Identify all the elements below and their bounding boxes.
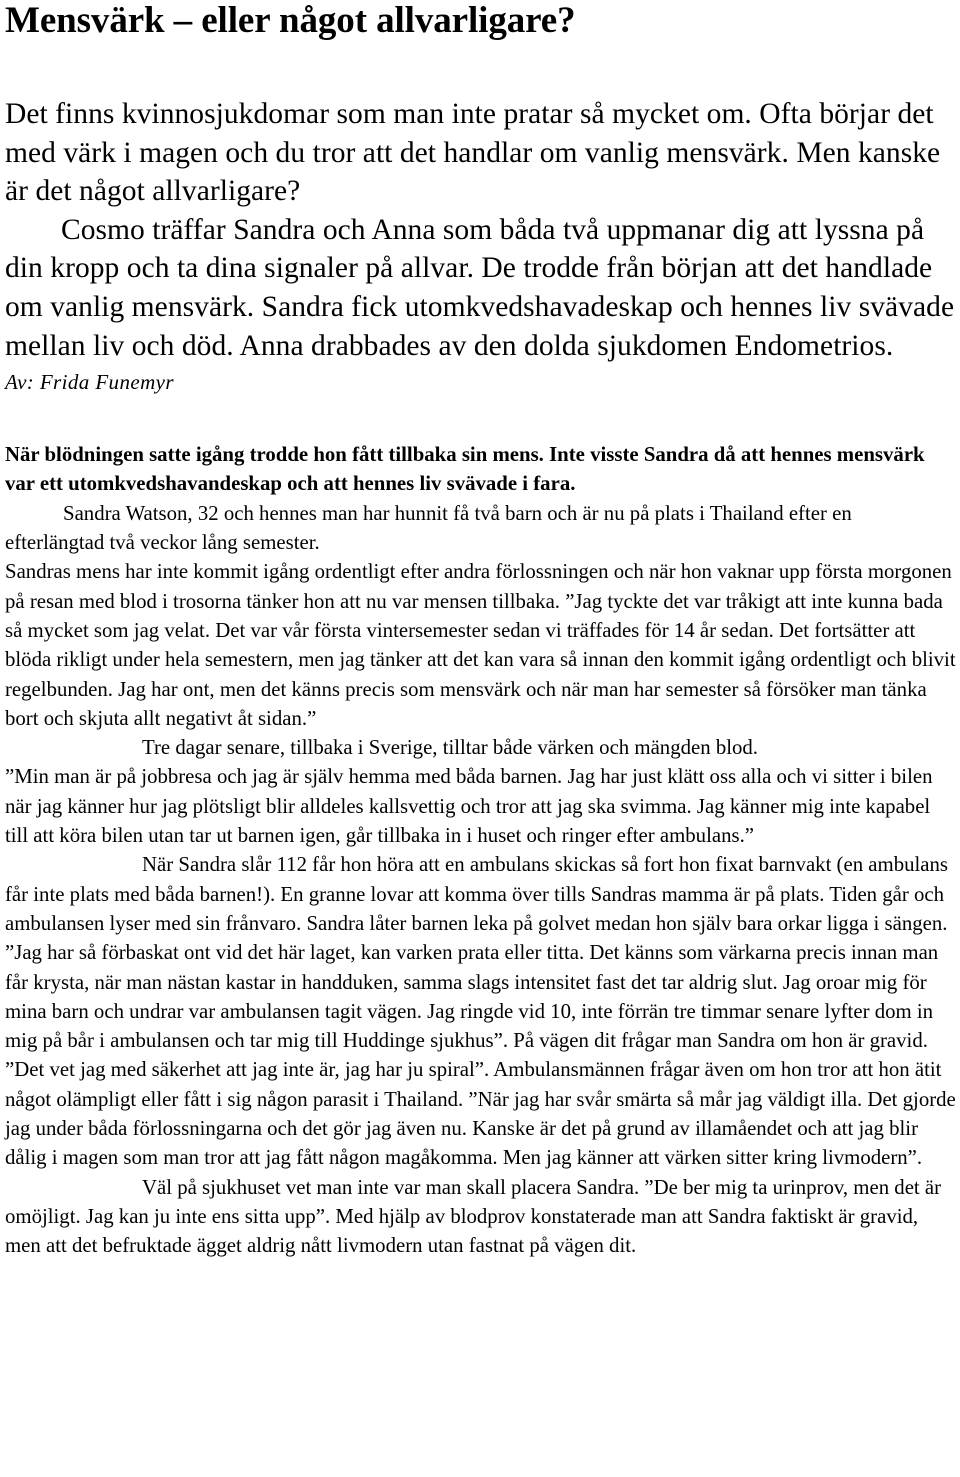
body-paragraph: Sandras mens har inte kommit igång ordentligt efter andra förlossningen och när hon vaknar upp första morgonen på resan med blod i trosorna tänker hon att nu var mensen tillbaka. ”Jag tyckte det var tråkigt att inte kunna bada så mycket som jag velat. Det var vår första vintersemester sedan vi träffades för 14 år sedan. Det fortsätter att blöda rikligt under hela semestern, men jag tänker att det kan vara så innan den kommit igång ordentligt och blivit regelbunden. Jag har ont, men det känns precis som mensvärk och när man har semester så försöker man tänka bort och skjuta allt negativt åt sidan.”	[5, 560, 956, 730]
body-paragraph: Tre dagar senare, tillbaka i Sverige, tilltar både värken och mängden blod.	[142, 736, 759, 760]
article-byline: Av: Frida Funemyr	[5, 370, 174, 395]
article-title: Mensvärk – eller något allvarligare?	[5, 0, 576, 41]
article-ingress: När blödningen satte igång trodde hon fått tillbaka sin mens. Inte visste Sandra då att hennes mensvärk var ett utomkvedshavandeskap och att hennes liv svävade i fara.	[5, 443, 925, 496]
lead-text-2: Cosmo träffar Sandra och Anna som båda två uppmanar dig att lyssna på din kropp och ta dina signaler på allvar. De trodde från början att det handlade om vanlig mensvärk. Sandra fick utomkvedshavadeskap och hennes liv svävade mellan liv och död. Anna drabbades av den dolda sjukdomen Endometrios.	[5, 213, 955, 362]
body-paragraph: ”Min man är på jobbresa och jag är själv hemma med båda barnen. Jag har just klätt oss alla och vi sitter i bilen när jag känner hur jag plötsligt blir alldeles kallsvettig och tror att jag ska svimma. Jag känner mig inte kapabel till att köra bilen utan tar ut barnen igen, går tillbaka in i huset och ringer efter ambulans.”	[5, 765, 933, 848]
article-lead	[5, 95, 956, 365]
lead-text-1: Det finns kvinnosjukdomar som man inte pratar så mycket om. Ofta börjar det med värk i magen och du tror att det handlar om vanlig mensvärk. Men kanske är det något allvarligare?	[5, 98, 941, 208]
body-paragraph: När Sandra slår 112 får hon höra att en ambulans skickas så fort hon fixat barnvakt (en ambulans får inte plats med båda barnen!). En granne lovar att komma över tills Sandras mamma är på plats. Tiden går och ambulansen lyser med sin frånvaro. Sandra låter barnen leka på golvet medan hon själv bara orkar ligga i sängen. ”Jag har så förbaskat ont vid det här laget, kan varken prata eller titta. Det känns som värkarna precis innan man får krysta, när man nästan kastar in handduken, samma slags intensitet fast det tar aldrig slut. Jag oroar mig för mina barn och undrar var ambulansen tagit vägen. Jag ringde vid 10, inte förrän tre timmar senare lyfter dom in mig på bår i ambulansen och tar mig till Huddinge sjukhus”. På vägen dit frågar man Sandra om hon är gravid. ”Det vet jag med säkerhet att jag inte är, jag har ju spiral”. Ambulansmännen frågar även om hon tror att hon ätit något olämpligt eller fått i sig någon parasit i Thailand. ”När jag har svår smärta så mår jag väldigt illa. Det gjorde jag under båda förlossningarna och det gör jag även nu. Kanske är det på grund av illamåendet och att jag blir dålig i magen som man tror att jag fått någon magåkomma. Men jag känner att värken sitter kring livmodern”.	[5, 853, 956, 1170]
body-paragraph: Väl på sjukhuset vet man inte var man skall placera Sandra. ”De ber mig ta urinprov, men det är omöjligt. Jag kan ju inte ens sitta upp”. Med hjälp av blodprov konstaterade man att Sandra faktiskt är gravid, men att det befruktade ägget aldrig nått livmodern utan fastnat på vägen dit.	[5, 1175, 942, 1258]
body-paragraph: Sandra Watson, 32 och hennes man har hunnit få två barn och är nu på plats i Thailand efter en efterlängtad två veckor lång semester.	[5, 501, 852, 555]
article-body	[5, 499, 956, 1261]
